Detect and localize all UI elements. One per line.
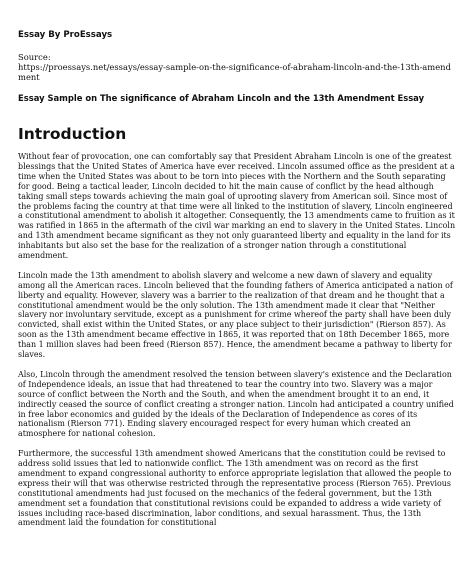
essay-title: Essay Sample on The significance of Abraham Lincoln and the 13th Amendment Essay xyxy=(18,93,425,103)
source-block xyxy=(18,52,458,82)
section-heading-introduction: Introduction xyxy=(18,125,127,143)
source-label: Source: xyxy=(18,52,51,62)
paragraph-4: Furthermore, the successful 13th amendment showed Americans that the constitution could be revised to address solid issues that led to nationwide conflict. The 13th amendment was on record as the first amendment to expand congressional authority to enforce appropriate legislation that allowed the people to express their will that was otherwise restricted through the representative process (Rierson 765). Previous constitutional amendments had just focused on the mechanics of the federal government, but the 13th amendment set a foundation that constitutional revisions could be expanded to address a wide variety of issues including race-based discrimination, labor conditions, and sexual harassment. Thus, the 13th amendment laid the foundation for constitutional xyxy=(18,449,452,528)
source-url-link[interactable]: https://proessays.net/essays/essay-sample-on-the-significance-of-abraham-lincoln-and-the-13th-amendment xyxy=(18,62,451,82)
paragraph-1: Without fear of provocation, one can comfortably say that President Abraham Lincoln is one of the greatest blessings that the United States of America have ever received. Lincoln assumed office as the president at a time when the United States was about to be torn into pieces with the Northern and the South separating for good. Being a tactical leader, Lincoln decided to hit the main cause of conflict by the head although taking small steps towards achieving the main goal of uprooting slavery from American soil. Since most of the problems facing the country at that time were all linked to the institution of slavery, Lincoln engineered a constitutional amendment to abolish it altogether. Consequently, the 13 amendments came to fruition as it was ratified in 1865 in the aftermath of the civil war marking an end to slavery in the United States. Lincoln and 13th amendment became significant as they not only guaranteed liberty and equality in the land for its inhabitants but also set the base for the realization of a stronger nation through a constitutional amendment. xyxy=(18,152,456,261)
document-header-title: Essay By ProEssays xyxy=(18,30,113,40)
paragraph-2: Lincoln made the 13th amendment to abolish slavery and welcome a new dawn of slavery and equality among all the American races. Lincoln believed that the founding fathers of America anticipated a nation of liberty and equality. However, slavery was a barrier to the realization of that dream and he thought that a constitutional amendment would be the only solution. The 13th amendment made it clear that "Neither slavery nor involuntary servitude, except as a punishment for crime whereof the party shall have been duly convicted, shall exist within the United States, or any place subject to their jurisdiction" (Rierson 857). As soon as the 13th amendment became effective in 1865, it was reported that on 18th December 1865, more than 1 million slaves had been freed (Rierson 857). Hence, the amendment became a pathway to liberty for slaves. xyxy=(18,270,453,360)
paragraph-3: Also, Lincoln through the amendment resolved the tension between slavery's existence and the Declaration of Independence ideals, an issue that had threatened to tear the country into two. Slavery was a major source of conflict between the North and the South, and when the amendment brought it to an end, it indirectly ceased the source of conflict creating a stronger nation. Lincoln had anticipated a country unified in free labor economics and guided by the ideals of the Declaration of Independence as cores of its nationalism (Rierson 771). Ending slavery encouraged respect for every human which created an atmosphere for national cohesion. xyxy=(18,369,454,439)
